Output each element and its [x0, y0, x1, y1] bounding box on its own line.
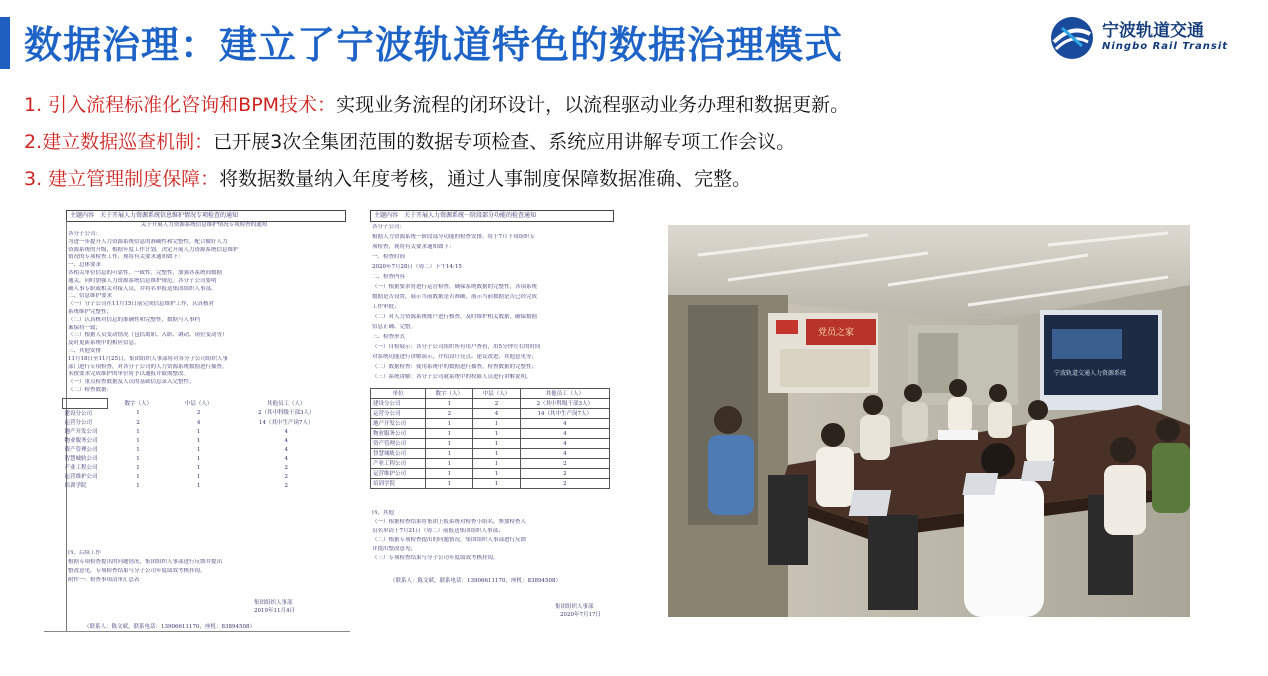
- table-cell: 2: [196, 410, 201, 417]
- table-cell: 1: [136, 455, 140, 462]
- table-cell: 1: [196, 455, 201, 462]
- table-cell: 1: [426, 429, 473, 439]
- table-cell: 智慧城轨公司: [64, 455, 98, 462]
- doc2-body-line: 对系统功能进行讲解演示，介绍设计亮点、建议改进、其他意见等；: [372, 354, 538, 360]
- table-row: [371, 479, 610, 489]
- doc1-body-line: 通关，同时加强人力资源系统信息维护规范。各分子公司要明: [68, 277, 217, 284]
- table-cell: 2: [426, 409, 473, 419]
- table-cell: 1: [426, 419, 473, 429]
- doc2-th-2: 中层（人）: [473, 389, 520, 399]
- table-row: [63, 427, 345, 436]
- table-row: [63, 436, 345, 445]
- doc1-body-line: 一、总体要求: [68, 262, 102, 269]
- table-cell: 2: [284, 473, 289, 480]
- point-2: [24, 127, 795, 154]
- doc2-body-line: 二、检查内容: [372, 274, 406, 280]
- doc1-th-0: [63, 399, 108, 409]
- table-cell: 4: [284, 437, 289, 444]
- table-row: [63, 418, 345, 427]
- table-cell: 智慧城轨公司: [371, 449, 426, 459]
- table-row: [371, 469, 610, 479]
- table-row: [371, 449, 610, 459]
- table-cell: 运营维护公司: [371, 469, 426, 479]
- doc2-th-0: 单位: [371, 389, 426, 399]
- table-cell: 2: [136, 419, 140, 426]
- point-3: [24, 164, 751, 191]
- doc2-body-line: 各分子公司：: [372, 224, 406, 230]
- doc2-table-header: [371, 389, 610, 399]
- doc2-body-line: 信息正确、完整。: [372, 324, 417, 330]
- table-cell: 2（其中科级干部3人）: [520, 399, 609, 409]
- doc1-sign-date: 2019年11月4日: [254, 608, 295, 614]
- table-cell: 1: [136, 464, 140, 471]
- doc2-subject-row: [370, 210, 614, 222]
- doc2-table: [370, 388, 610, 489]
- doc2-body-line: 项检查，现将有关要求通知如下：: [372, 244, 455, 250]
- doc2-body-line: 数据是否设置，展示当前数据是否准确，展示当前数据是否已经完成: [372, 294, 538, 300]
- table-row: [63, 445, 345, 454]
- table-cell: 1: [473, 459, 520, 469]
- doc1-sign-org: 集团组织人事部: [254, 600, 293, 606]
- table-cell: 1: [426, 459, 473, 469]
- table-row: [371, 459, 610, 469]
- table-cell: 1: [426, 479, 473, 489]
- inspection-notice-2020: [370, 210, 618, 632]
- table-row: [63, 472, 345, 481]
- page-title: 数据治理：建立了宁波轨道特色的数据治理模式: [24, 23, 844, 67]
- table-cell: 14（其中生产岗7人）: [520, 409, 609, 419]
- title-accent-bar: [0, 17, 10, 69]
- point-2-lead: 2.建立数据巡查机制：: [24, 131, 214, 153]
- table-cell: 1: [473, 419, 520, 429]
- point-3-lead: 3. 建立管理制度保障：: [24, 168, 220, 190]
- doc1-th-1: 数字（人）: [124, 400, 153, 407]
- table-cell: 2: [520, 479, 609, 489]
- table-cell: 培训学院: [371, 479, 426, 489]
- doc2-body-line: （二）数据检查：使用系统中的数据进行抽查，检查数据的完整性；: [372, 364, 538, 370]
- table-cell: 4: [284, 446, 289, 453]
- doc1-body-line: 及时更新系统中的相应信息。: [68, 340, 140, 347]
- table-cell: 1: [136, 473, 140, 480]
- table-cell: 1: [196, 446, 201, 453]
- doc2-body-line: （三）系统讲解：各分子公司就系统中的权限人员进行讲解说明。: [372, 374, 532, 380]
- table-cell: 1: [473, 479, 520, 489]
- doc2-body-line: 工作审批；: [372, 304, 400, 310]
- doc1-bottom-border: [44, 631, 350, 632]
- doc2-body-line: 2020年7月28日（周二）下午14:15: [372, 264, 462, 270]
- doc2-body-line: 根据人力资源系统一阶段部分功能的检查安排，将于7月下旬组织专: [372, 234, 536, 240]
- table-cell: 物业服务公司: [64, 437, 98, 444]
- doc1-tail-line: 四、后续工作: [68, 550, 102, 556]
- doc1-th-3: 其他员工（人）: [267, 400, 306, 407]
- table-cell: 产业工程公司: [371, 459, 426, 469]
- doc1-body-line: 为进一步提升人力资源系统信息的准确性和完整性，配合做好人力: [68, 238, 228, 245]
- table-cell: 1: [426, 399, 473, 409]
- table-cell: 1: [196, 473, 201, 480]
- table-row: [371, 399, 610, 409]
- table-cell: 2: [284, 482, 289, 489]
- doc1-contact: （联系人：陈文斌，联系电话：13906611170，座机：83894508）: [84, 624, 255, 630]
- table-row: [371, 419, 610, 429]
- table-cell: 1: [196, 437, 201, 444]
- doc1-subject-row: [66, 210, 346, 222]
- table-cell: 4: [473, 409, 520, 419]
- doc2-tail-line: 并提出整改意见；: [372, 546, 417, 552]
- doc1-tail-line: 整改意见，专项检查结果与分子公司年度绩效考核挂钩。: [68, 568, 206, 574]
- doc2-sign-org: 集团组织人事部: [555, 604, 594, 610]
- table-cell: 14（其中生产岗7人）: [259, 419, 314, 426]
- table-cell: 1: [473, 429, 520, 439]
- table-cell: 产业工程公司: [64, 464, 98, 471]
- table-row: [371, 409, 610, 419]
- table-cell: 1: [473, 439, 520, 449]
- doc2-body-line: （二）对人力资源系统账户进行核查，及时维护相关数据，确保数据: [372, 314, 538, 320]
- table-cell: 4: [284, 455, 289, 462]
- doc2-contact: （联系人：陈文斌，联系电话：13906611170，座机：83894508）: [390, 578, 561, 584]
- doc2-th-1: 数字（人）: [426, 389, 473, 399]
- table-cell: 物业服务公司: [371, 429, 426, 439]
- logo-english-name: Ningbo Rail Transit: [1102, 41, 1229, 52]
- photo-banner-text: 党员之家: [818, 328, 855, 338]
- point-3-text: 将数据数量纳入年度考核，通过人事制度保障数据准确、完整。: [219, 168, 752, 190]
- doc2-sign-date: 2020年7月17日: [560, 612, 601, 618]
- doc2-body-line: 三、检查形式: [372, 334, 406, 340]
- doc1-body-line: 资源系统的升级，根据年度工作计划，决定开展人力资源系统信息维护: [68, 246, 239, 253]
- doc2-body-line: （一）根据要求将进行运营检查，确保系统数据的完整性，各项系统: [372, 284, 538, 290]
- doc2-tail-line: （一）根据检查结果将集团上报系统对检查小组名，参加检查人: [372, 519, 527, 525]
- table-row: [63, 481, 345, 490]
- table-cell: 1: [426, 469, 473, 479]
- point-1-text: 实现业务流程的闭环设计，以流程驱动业务办理和数据更新。: [336, 94, 850, 116]
- table-cell: 1: [473, 469, 520, 479]
- table-cell: 1: [136, 446, 140, 453]
- table-cell: 运营维护公司: [64, 473, 98, 480]
- doc1-body-line: 11月18日至11月25日，集团组织人事部将对各分子公司组织人事: [68, 355, 228, 362]
- doc1-body-line: 二、信息维护要求: [68, 293, 113, 300]
- doc1-body-line: 部门进行专项检查，对各分子公司的人力资源系统数据进行抽查，: [68, 363, 228, 370]
- table-cell: 运营分公司: [371, 409, 426, 419]
- table-row: [371, 439, 610, 449]
- doc2-tail-line: 四、其他: [372, 510, 395, 516]
- table-cell: 2: [284, 464, 289, 471]
- table-cell: 2: [520, 459, 609, 469]
- ningbo-rail-logo-icon: [1050, 16, 1094, 60]
- table-cell: 1: [136, 428, 140, 435]
- doc1-body-line: 情况的专项检查工作，现将有关要求通知如下：: [68, 254, 184, 261]
- doc1-body-line: 系统维护完整性；: [68, 309, 113, 315]
- inspection-notice-2019: [44, 210, 350, 632]
- table-cell: 2: [520, 469, 609, 479]
- doc2-th-3: 其他员工（人）: [520, 389, 609, 399]
- doc1-body-line: （一）重点检查数据及人员的基础信息录入完整性；: [68, 379, 195, 386]
- table-cell: 1: [196, 464, 201, 471]
- table-cell: 1: [136, 410, 140, 417]
- doc1-body-line: （二）检查数据：: [68, 387, 113, 393]
- doc1-tail-line: 附件一：检查事项清单汇总表: [68, 577, 140, 583]
- doc1-body-line: 确人事专职或相关对接人员，并将名单报送集团组织人事部。: [68, 285, 217, 292]
- table-cell: 1: [196, 428, 201, 435]
- table-cell: 建设分公司: [371, 399, 426, 409]
- doc1-th-2: 中层（人）: [184, 400, 213, 407]
- table-cell: 4: [284, 428, 289, 435]
- point-1: [24, 90, 849, 117]
- table-cell: 培训学院: [64, 482, 87, 489]
- table-cell: 资产管理公司: [64, 446, 98, 453]
- point-1-lead: 1. 引入流程标准化咨询和BPM技术：: [24, 94, 337, 116]
- table-cell: 4: [520, 439, 609, 449]
- table-row: [63, 454, 345, 463]
- table-cell: 地产开发公司: [64, 428, 98, 435]
- table-cell: 运营分公司: [64, 419, 93, 426]
- table-row: [63, 409, 345, 419]
- doc2-subject-label: 主题内容: [374, 212, 399, 219]
- doc1-table-header: [63, 399, 345, 409]
- doc1-subject-label: 主题内容: [70, 212, 95, 219]
- doc1-subject: 关于开展人力资源系统信息维护情况专项检查的通知: [100, 212, 239, 219]
- doc1-body-line: （一）分子公司在11月15日前完成信息维护工作，认真核对: [68, 301, 214, 308]
- company-logo: [1050, 14, 1260, 64]
- table-row: [371, 429, 610, 439]
- table-cell: 资产管理公司: [371, 439, 426, 449]
- table-cell: 4: [520, 419, 609, 429]
- table-cell: 4: [196, 419, 201, 426]
- point-2-text: 已开展3次全集团范围的数据专项检查、系统应用讲解专项工作会议。: [213, 131, 796, 153]
- table-cell: 4: [520, 429, 609, 439]
- table-row: [63, 463, 345, 472]
- doc1-tail-line: 根据专项检查提出的问题情况，集团组织人事部进行反馈并提出: [68, 559, 223, 565]
- doc2-body-line: 一、检查时间: [372, 254, 406, 260]
- doc2-body-line: （一）自检展示：各分子公司组织所有用户查看，用5分钟左右的时间: [372, 344, 541, 350]
- table-cell: 1: [426, 439, 473, 449]
- doc1-heading: 关于开展人力资源系统信息维护情况专项检查的通知: [140, 222, 268, 228]
- doc2-tail-line: （二）根据专项检查提出的问题情况，集团组织人事部进行反馈: [372, 537, 527, 543]
- doc2-tail-line: （三）专项检查结果与分子公司年度绩效考核挂钩。: [372, 555, 499, 561]
- table-cell: 2: [473, 399, 520, 409]
- doc1-body-line: 各分子公司：: [68, 231, 102, 237]
- table-cell: 1: [136, 437, 140, 444]
- doc2-subject: 关于开展人力资源系统一阶段部分功能的检查通知: [404, 212, 537, 219]
- doc1-body-line: （三）根据人员变动情况（包括离职、入职、调动、岗位变动等）: [68, 332, 228, 339]
- table-cell: 4: [520, 449, 609, 459]
- doc1-table: [62, 398, 344, 490]
- table-cell: 1: [473, 449, 520, 459]
- table-cell: 建设分公司: [64, 410, 93, 417]
- doc1-body-line: 未按要求完成维护的单位将予以通报并限期整改。: [68, 371, 190, 378]
- doc1-body-line: 三、其他安排: [68, 348, 102, 354]
- doc1-body-line: 各相关单位信息的可靠性、一致性、完整性，加强各系统间数据: [68, 270, 223, 276]
- meeting-scene-illustration: [668, 225, 1190, 617]
- table-cell: 1: [426, 449, 473, 459]
- table-cell: 1: [136, 482, 140, 489]
- table-cell: 2（其中科级干部3人）: [258, 410, 315, 417]
- photo-screen-text: 宁波轨道交通人力资源系统: [1054, 370, 1127, 377]
- table-cell: 地产开发公司: [371, 419, 426, 429]
- meeting-photo: [668, 225, 1190, 617]
- table-cell: 1: [196, 482, 201, 489]
- doc1-body-line: （二）认真核对信息的准确性和完整性，数据与人事档: [68, 316, 201, 323]
- doc1-body-line: 案保持一致；: [68, 324, 102, 331]
- doc2-tail-line: 员名单请于7月21日（周二）前报送集团组织人事部；: [372, 528, 504, 534]
- logo-chinese-name: 宁波轨道交通: [1102, 21, 1204, 41]
